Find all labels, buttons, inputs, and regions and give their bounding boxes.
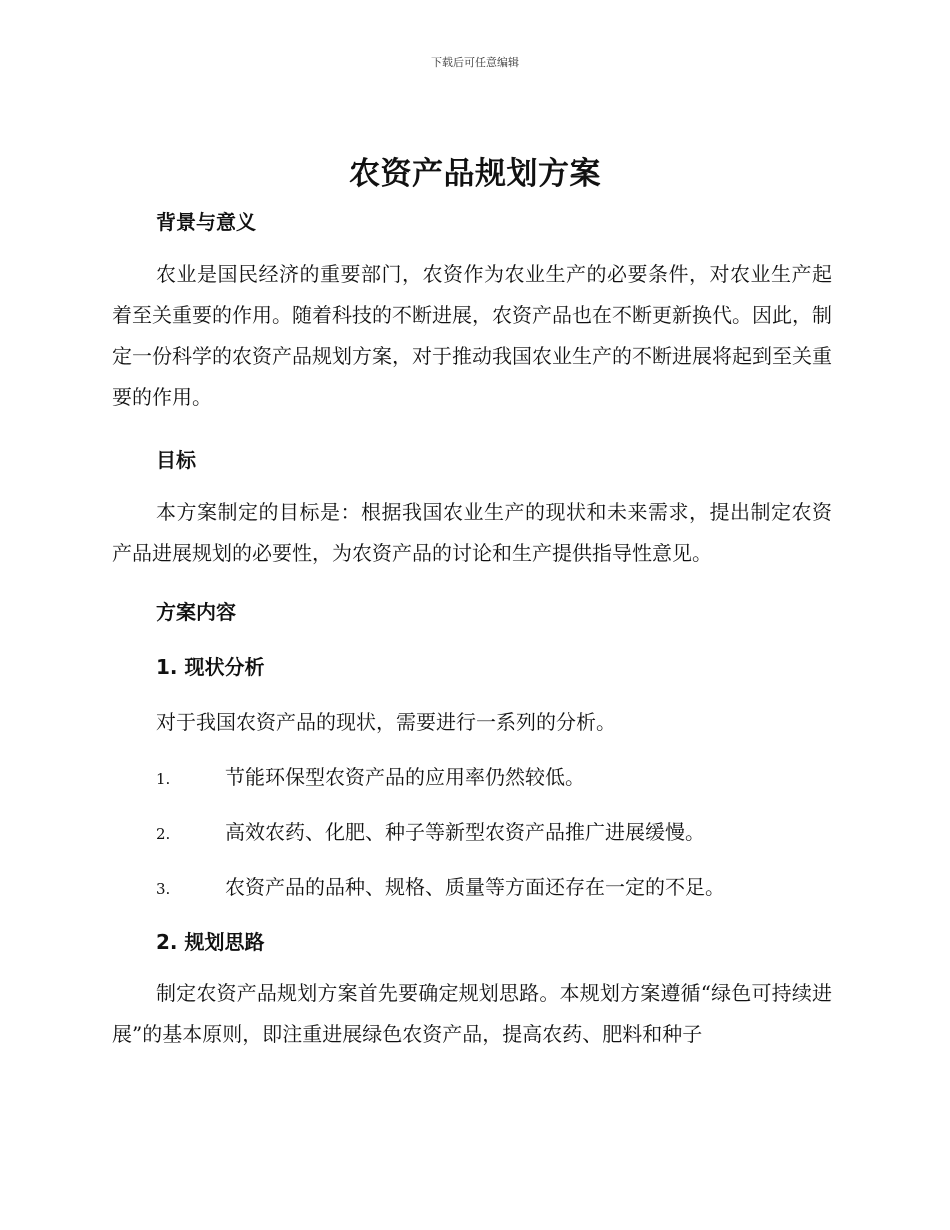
- goal-paragraph: 本方案制定的目标是：根据我国农业生产的现状和未来需求，提出制定农资产品进展规划的必要性，为农资产品的讨论和生产提供指导性意见。: [112, 500, 832, 565]
- list-item: [156, 871, 836, 900]
- list-item-number: 1.: [156, 770, 171, 788]
- background-paragraph: 农业是国民经济的重要部门，农资作为农业生产的必要条件，对农业生产起着至关重要的作用。随着科技的不断进展，农资产品也在不断更新换代。因此，制定一份科学的农资产品规划方案，对于推动我国农业生产的不断进展将起到至关重要的作用。: [112, 262, 832, 409]
- list-item-text: 节能环保型农资产品的应用率仍然较低。: [225, 765, 585, 789]
- list-item-text: 高效农药、化肥、种子等新型农资产品推广进展缓慢。: [225, 820, 705, 844]
- list-item: [156, 761, 836, 790]
- subsection-heading-planning-idea: 2. 规划思路: [156, 930, 265, 954]
- subsection-heading-current-status: 1. 现状分析: [156, 655, 265, 679]
- page-header-note: 下载后可任意编辑: [431, 56, 519, 69]
- section-heading-content: 方案内容: [156, 600, 236, 624]
- document-title: 农资产品规划方案: [349, 156, 601, 192]
- planning-idea-paragraph: 制定农资产品规划方案首先要确定规划思路。本规划方案遵循“绿色可持续进展”的基本原则，即注重进展绿色农资产品，提高农药、肥料和种子: [112, 981, 832, 1046]
- section-heading-background: 背景与意义: [156, 210, 256, 234]
- list-item-number: 3.: [156, 880, 171, 898]
- list-item-number: 2.: [156, 825, 171, 843]
- list-item-text: 农资产品的品种、规格、质量等方面还存在一定的不足。: [225, 875, 725, 899]
- section-heading-goal: 目标: [156, 448, 196, 472]
- list-item: [156, 816, 836, 845]
- current-status-intro: 对于我国农资产品的现状，需要进行一系列的分析。: [156, 710, 616, 734]
